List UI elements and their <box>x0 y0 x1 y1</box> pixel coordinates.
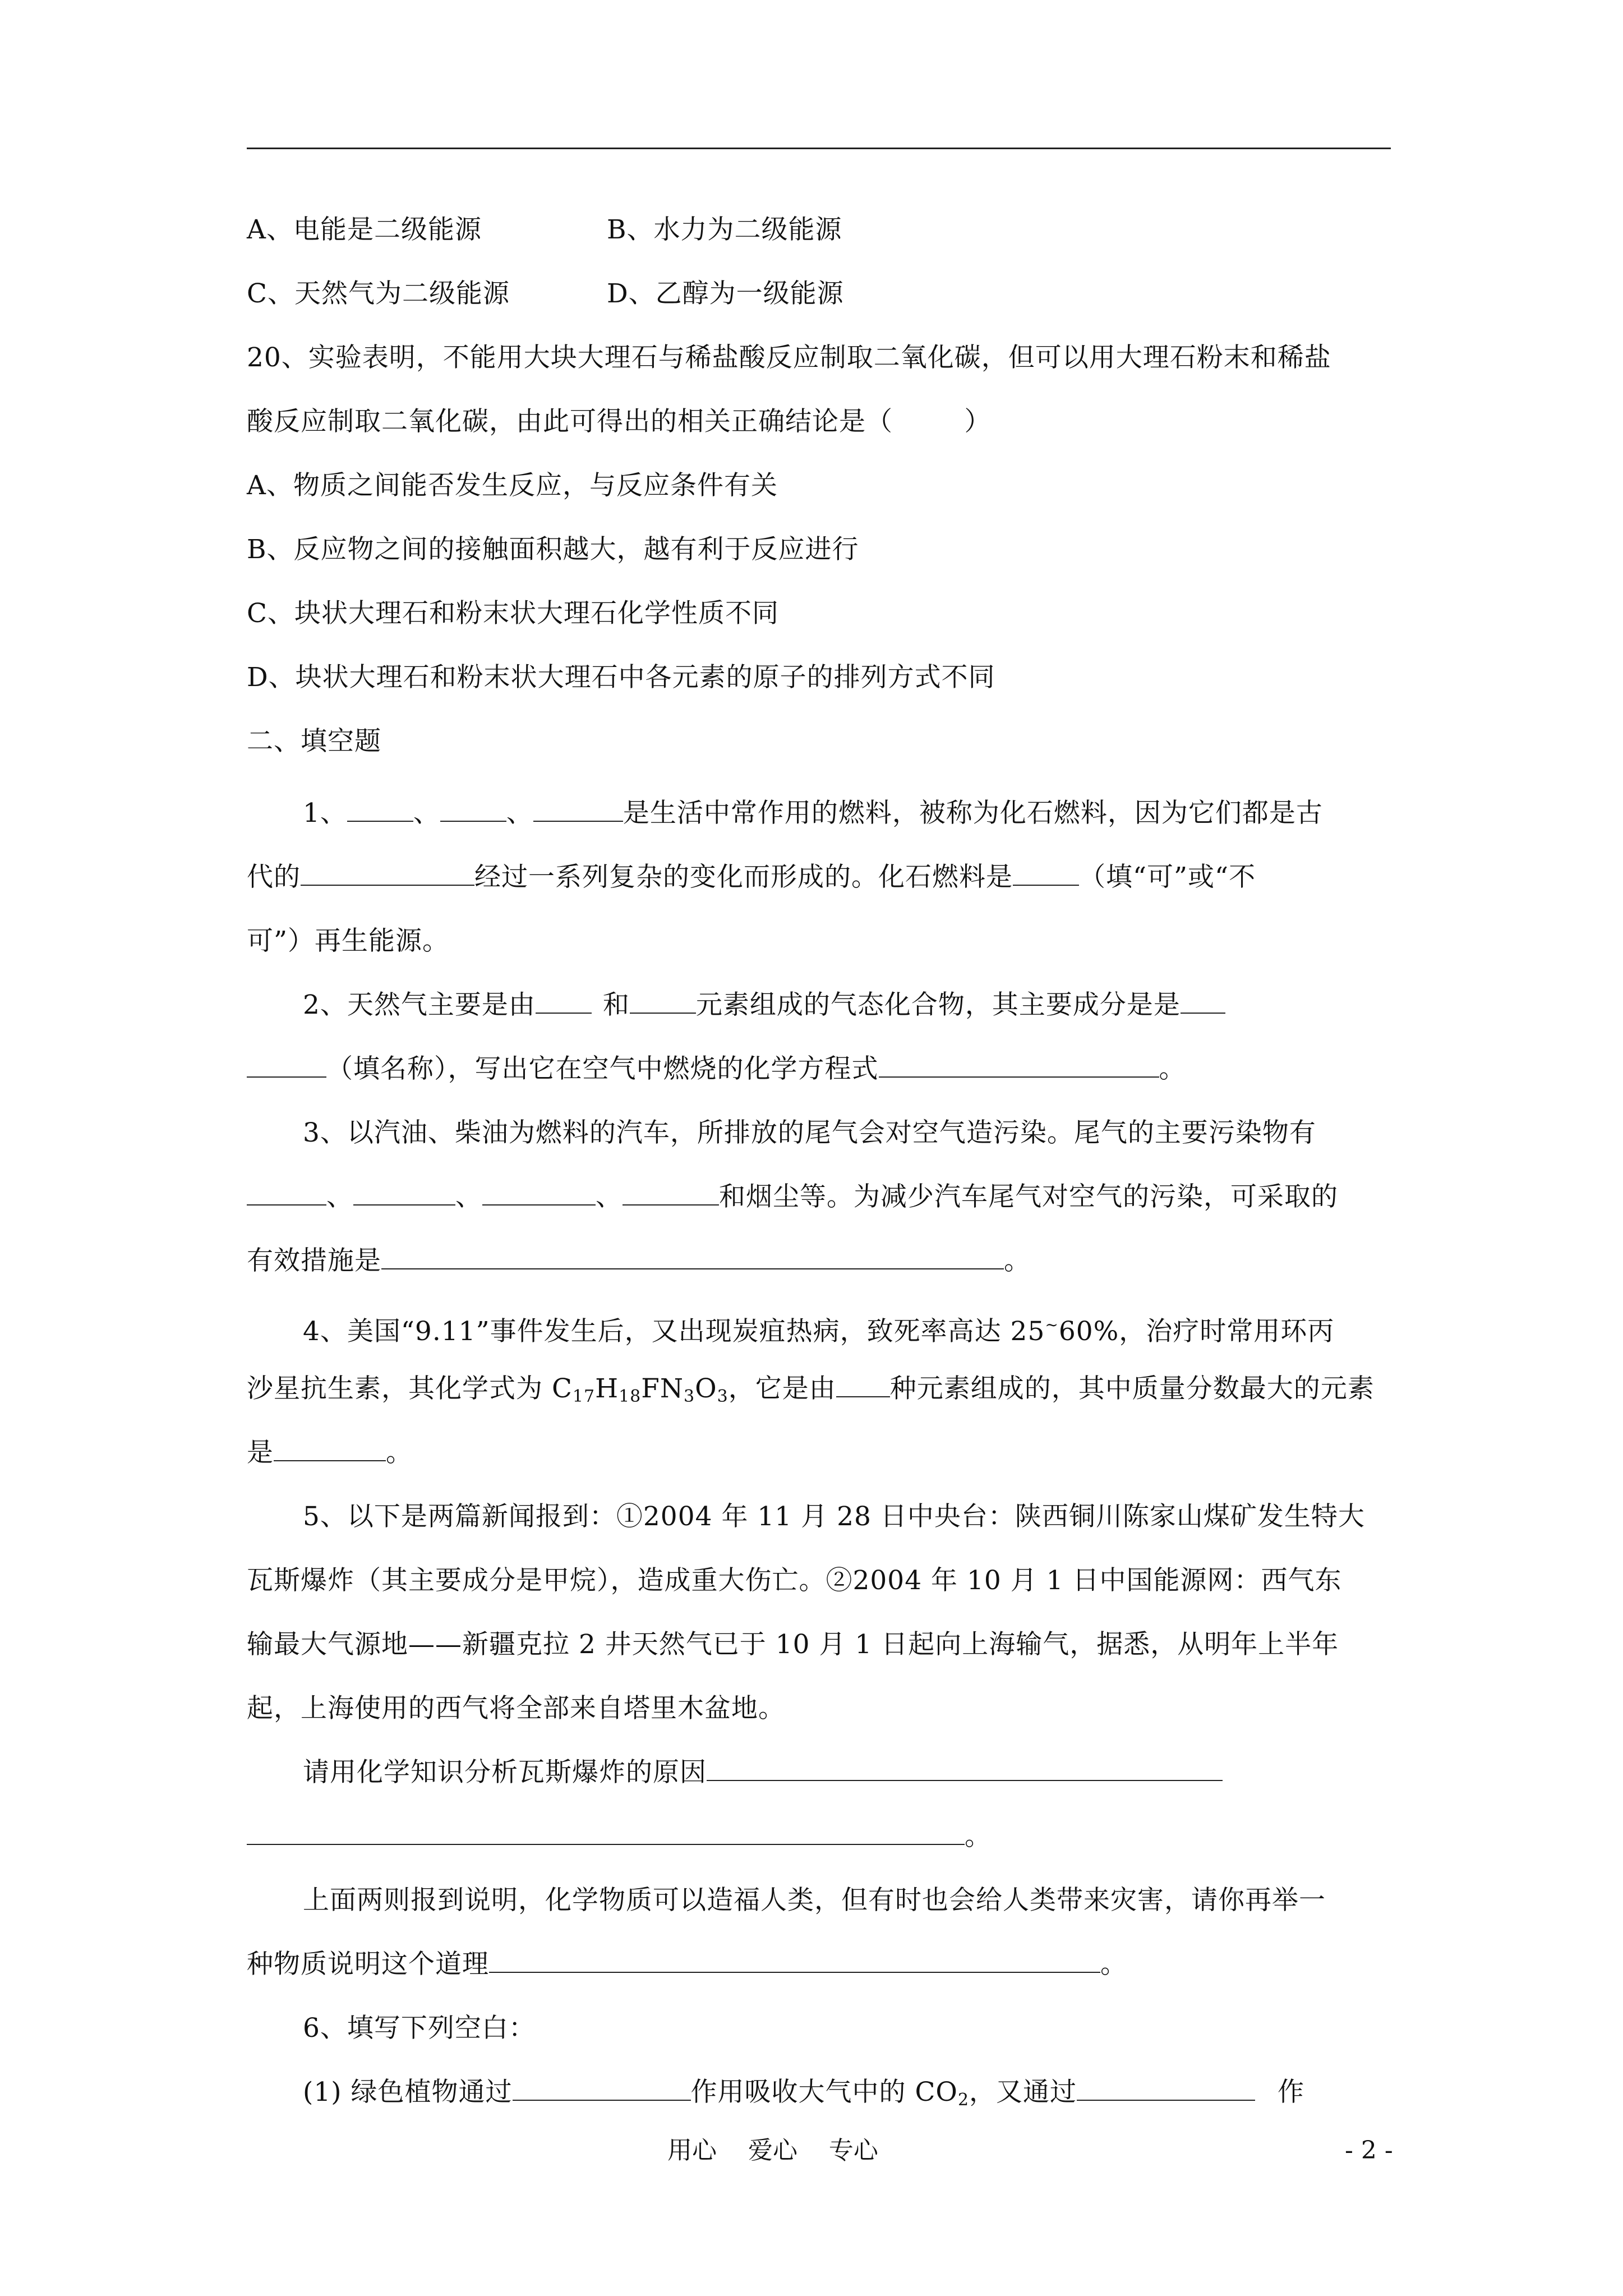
fill-q4-text: 沙星抗生素，其化学式为 C <box>247 1373 573 1404</box>
tilde: ~ <box>1045 1315 1059 1334</box>
separator: 、 <box>596 1181 623 1212</box>
option-19-c: C、天然气为二级能源 <box>247 278 510 309</box>
option-19-a: A、电能是二级能源 <box>247 214 482 245</box>
blank[interactable] <box>1181 990 1225 1014</box>
page-number: - 2 - <box>1345 2136 1393 2165</box>
fill-q5-line8 <box>247 1948 1127 1981</box>
fill-q5-text: 。 <box>1100 1949 1127 1980</box>
blank[interactable] <box>353 1182 455 1205</box>
fill-q3-text: 。 <box>1004 1245 1031 1276</box>
q20-option-d: D、块状大理石和粉末状大理石中各元素的原子的排列方式不同 <box>247 662 995 693</box>
blank[interactable] <box>247 1054 326 1078</box>
fill-q3-text: 有效措施是 <box>247 1245 381 1276</box>
fill-q4-text: 。 <box>386 1437 413 1468</box>
separator: 、 <box>413 798 440 829</box>
formula-text: O <box>695 1373 717 1404</box>
subscript: 3 <box>684 1387 695 1406</box>
blank[interactable] <box>1013 862 1079 886</box>
subscript: 18 <box>619 1387 642 1406</box>
fill-q1-line2 <box>247 861 1256 894</box>
separator: 、 <box>506 798 533 829</box>
fill-q2-text: 元素组成的气态化合物，其主要成分是是 <box>695 990 1181 1020</box>
blank[interactable] <box>274 1438 386 1461</box>
fill-q1-text: （填“可”或“不 <box>1079 862 1256 892</box>
fill-q2-text: 和 <box>602 990 630 1020</box>
blank[interactable] <box>347 798 413 822</box>
fill-q5-text: 请用化学知识分析瓦斯爆炸的原因 <box>303 1757 707 1788</box>
fill-q2-text: （填名称），写出它在空气中燃烧的化学方程式 <box>326 1053 879 1084</box>
fill-q3-line3 <box>247 1244 1031 1278</box>
fill-q4-text: 种元素组成的，其中质量分数最大的元素 <box>889 1373 1375 1404</box>
fill-q2-text: 。 <box>1159 1053 1186 1084</box>
fill-q1-line3: 可”）再生能源。 <box>247 926 450 956</box>
fill-q4-text: 4、美国“9.11”事件发生后，又出现炭疽热病，致死率高达 25 <box>303 1316 1045 1347</box>
fill-q2-text: 2、天然气主要是由 <box>303 990 536 1020</box>
blank[interactable] <box>630 990 696 1014</box>
blank[interactable] <box>381 1246 1004 1269</box>
fill-q1-number: 1、 <box>303 798 347 829</box>
formula-text: H <box>595 1373 619 1404</box>
q20-option-a: A、物质之间能否发生反应，与反应条件有关 <box>247 470 778 501</box>
subscript: 3 <box>717 1387 728 1406</box>
blank[interactable] <box>1077 2077 1255 2101</box>
fill-q4-text: 是 <box>247 1437 274 1468</box>
fill-q6-line2 <box>303 2076 1304 2117</box>
subscript: 17 <box>572 1387 596 1406</box>
blank[interactable] <box>247 1821 965 1845</box>
blank[interactable] <box>533 798 623 822</box>
fill-q5-line6 <box>247 1820 992 1853</box>
separator: 、 <box>326 1181 353 1212</box>
fill-q6-text: (1) 绿色植物通过 <box>303 2077 513 2108</box>
fill-q2-line1 <box>303 988 1225 1022</box>
fill-q4-line3 <box>247 1436 413 1470</box>
section-title: 二、填空题 <box>247 726 381 757</box>
blank[interactable] <box>536 990 592 1014</box>
footer-motto: 用心 爱心 专心 <box>667 2136 878 2165</box>
fill-q5-line5 <box>303 1756 1223 1789</box>
blank[interactable] <box>836 1374 890 1397</box>
fill-q5-line4: 起，上海使用的西气将全部来自塔里木盆地。 <box>247 1693 785 1724</box>
option-19-d: D、乙醇为一级能源 <box>607 278 844 309</box>
fill-q1-text: 是生活中常作用的燃料，被称为化石燃料，因为它们都是古 <box>623 798 1323 829</box>
blank[interactable] <box>489 1949 1100 1973</box>
blank[interactable] <box>513 2077 691 2101</box>
fill-q4-text: 60%，治疗时常用环丙 <box>1058 1316 1335 1347</box>
fill-q1-line1 <box>303 797 1323 830</box>
q20-stem-line2: 酸反应制取二氧化碳，由此可得出的相关正确结论是（ ） <box>247 406 992 437</box>
fill-q4-text: ，它是由 <box>728 1373 836 1404</box>
fill-q6-text: ，又通过 <box>969 2077 1077 2108</box>
fill-q4-line1 <box>303 1308 1334 1349</box>
q20-option-b: B、反应物之间的接触面积越大，越有利于反应进行 <box>247 534 859 565</box>
fill-q5-text: 。 <box>965 1821 992 1852</box>
fill-q5-line3: 输最大气源地——新疆克拉 2 井天然气已于 10 月 1 日起向上海输气，据悉，从明年上半年 <box>247 1629 1339 1660</box>
fill-q1-text: 代的 <box>247 862 301 892</box>
fill-q5-text: 种物质说明这个道理 <box>247 1949 489 1980</box>
blank[interactable] <box>623 1182 719 1205</box>
blank[interactable] <box>247 1182 326 1205</box>
blank[interactable] <box>879 1054 1159 1078</box>
fill-q3-line1: 3、以汽油、柴油为燃料的汽车，所排放的尾气会对空气造污染。尾气的主要污染物有 <box>303 1117 1316 1148</box>
subscript: 2 <box>957 2090 970 2110</box>
fill-q6-text: 作用吸收大气中的 CO <box>690 2077 958 2108</box>
blank[interactable] <box>301 862 474 886</box>
fill-q2-line2 <box>247 1052 1186 1086</box>
fill-q5-line7: 上面两则报到说明，化学物质可以造福人类，但有时也会给人类带来灾害，请你再举一 <box>303 1885 1326 1916</box>
header-rule <box>247 148 1391 149</box>
fill-q5-line2: 瓦斯爆炸（其主要成分是甲烷），造成重大伤亡。②2004 年 10 月 1 日中国能源网：西气东 <box>247 1565 1342 1596</box>
fill-q1-text: 经过一系列复杂的变化而形成的。化石燃料是 <box>474 862 1013 892</box>
fill-q5-line1: 5、以下是两篇新闻报到：①2004 年 11 月 28 日中央台：陕西铜川陈家山煤矿发生特大 <box>303 1501 1365 1532</box>
fill-q3-text: 和烟尘等。为减少汽车尾气对空气的污染，可采取的 <box>719 1181 1338 1212</box>
q20-option-c: C、块状大理石和粉末状大理石化学性质不同 <box>247 598 779 629</box>
option-19-b: B、水力为二级能源 <box>607 214 842 245</box>
separator: 、 <box>455 1181 482 1212</box>
blank[interactable] <box>440 798 506 822</box>
fill-q3-line2 <box>247 1180 1338 1214</box>
blank[interactable] <box>707 1757 1223 1781</box>
fill-q6-line1: 6、填写下列空白： <box>303 2013 536 2044</box>
fill-q6-text: 作 <box>1278 2077 1305 2108</box>
formula-text: FN <box>641 1373 684 1404</box>
blank[interactable] <box>482 1182 596 1205</box>
fill-q4-line2 <box>247 1372 1375 1414</box>
q20-stem-line1: 20、实验表明，不能用大块大理石与稀盐酸反应制取二氧化碳，但可以用大理石粉末和稀盐 <box>247 342 1331 373</box>
